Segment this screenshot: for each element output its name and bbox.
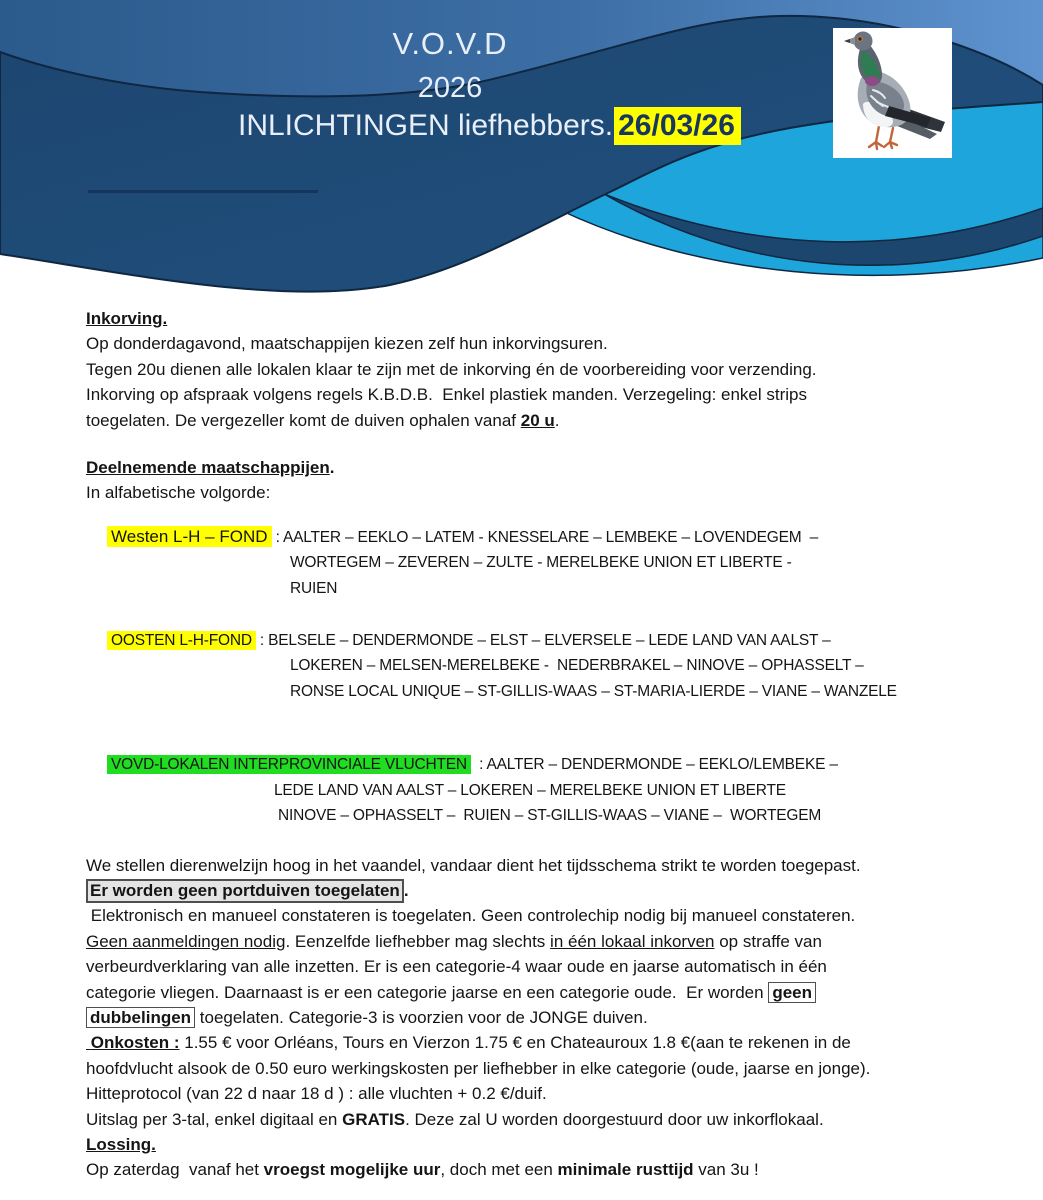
gratis-emphasis: GRATIS bbox=[342, 1109, 406, 1129]
subtitle-text: INLICHTINGEN liefhebbers. bbox=[238, 109, 614, 142]
pickup-time: 20 u bbox=[520, 410, 555, 430]
text-line bbox=[86, 1157, 970, 1182]
pigeon-illustration bbox=[833, 28, 952, 158]
text-segment: van 3u ! bbox=[693, 1160, 759, 1180]
document-body bbox=[86, 306, 970, 1183]
section-deelnemende-heading bbox=[86, 455, 970, 480]
text-segment: toegelaten. De vergezeller komt de duiven ophalen vanaf bbox=[86, 410, 521, 430]
text-line: Elektronisch en manueel constateren is toegelaten. Geen controlechip nodig bij manueel constateren. bbox=[86, 906, 856, 926]
text-segment: . bbox=[554, 410, 560, 430]
text-line bbox=[86, 980, 970, 1005]
section-lossing-heading bbox=[86, 1132, 970, 1157]
club-list: NINOVE – OPHASSELT – RUIEN – ST-GILLIS-WAAS – VIANE – WORTEGEM bbox=[278, 807, 822, 825]
club-list: LEDE LAND VAN AALST – LOKEREN – MERELBEKE UNION ET LIBERTE bbox=[274, 781, 786, 799]
club-list: RUIEN bbox=[290, 579, 338, 597]
pigeon-image bbox=[833, 28, 952, 158]
text-segment: . Eenzelfde liefhebber mag slechts bbox=[285, 931, 551, 951]
onkosten-heading: Onkosten : bbox=[86, 1033, 180, 1053]
text-line bbox=[86, 878, 970, 903]
text-line: Op donderdagavond, maatschappijen kiezen zelf hun inkorvingsuren. bbox=[86, 334, 608, 354]
text-segment: categorie vliegen. Daarnaast is er een categorie jaarse en een categorie oude. Er worden bbox=[86, 982, 769, 1002]
text-line: Inkorving op afspraak volgens regels K.B.D.B. Enkel plastiek manden. Verzegeling: enkel strips bbox=[86, 385, 807, 405]
club-group-oosten bbox=[86, 627, 970, 653]
highlight-yellow-label: Westen L-H – FOND bbox=[107, 526, 272, 547]
text-segment: toegelaten. Categorie-3 is voorzien voor de JONGE duiven. bbox=[195, 1007, 648, 1027]
deelnemende-heading: Deelnemende maatschappijen bbox=[86, 458, 330, 478]
club-group-westen bbox=[86, 524, 970, 550]
text-line bbox=[86, 929, 970, 954]
club-group-vovd bbox=[86, 751, 970, 777]
text-segment: . Deze zal U worden doorgestuurd door uw inkorflokaal. bbox=[405, 1109, 824, 1129]
bold-phrase: minimale rusttijd bbox=[557, 1160, 694, 1180]
text-line bbox=[86, 408, 970, 433]
org-title: V.O.V.D bbox=[392, 26, 508, 61]
text-line: We stellen dierenwelzijn hoog in het vaandel, vandaar dient het tijdsschema strikt te worden toegepast. bbox=[86, 855, 861, 875]
highlight-green-label: VOVD-LOKALEN INTERPROVINCIALE VLUCHTEN bbox=[107, 755, 471, 774]
boxed-word: dubbelingen bbox=[86, 1007, 195, 1028]
header bbox=[0, 0, 1043, 300]
boxed-word: geen bbox=[768, 982, 816, 1003]
text-line: Hitteprotocol (van 22 d naar 18 d ) : alle vluchten + 0.2 €/duif. bbox=[86, 1084, 547, 1104]
subtitle-line bbox=[238, 109, 741, 143]
date-highlight: 26/03/26 bbox=[614, 107, 741, 145]
lossing-heading: Lossing. bbox=[86, 1134, 156, 1154]
header-divider-line bbox=[88, 190, 318, 193]
inkorving-heading: Inkorving. bbox=[86, 309, 168, 328]
year-title: 2026 bbox=[417, 72, 483, 104]
text-line bbox=[86, 1107, 970, 1132]
club-list: : AALTER – EEKLO – LATEM - KNESSELARE – LEMBEKE – LOVENDEGEM – bbox=[271, 528, 819, 546]
club-list: : AALTER – DENDERMONDE – EEKLO/LEMBEKE – bbox=[470, 756, 838, 774]
text-segment: Op zaterdag vanaf het bbox=[86, 1160, 264, 1180]
club-list: WORTEGEM – ZEVEREN – ZULTE - MERELBEKE UNION ET LIBERTE - bbox=[290, 554, 792, 572]
section-inkorving-heading bbox=[86, 306, 970, 331]
text-line: hoofdvlucht alsook de 0.50 euro werkingskosten per liefhebber in elke categorie (oude, jaarse en jonge). bbox=[86, 1058, 871, 1078]
text-segment: op straffe van bbox=[714, 931, 822, 951]
text-line bbox=[86, 1005, 970, 1030]
section-onkosten bbox=[86, 1030, 970, 1055]
no-portduiven-notice: Er worden geen portduiven toegelaten bbox=[86, 879, 404, 903]
text-line: In alfabetische volgorde: bbox=[86, 483, 271, 503]
text-segment: 1.55 € voor Orléans, Tours en Vierzon 1.75 € en Chateauroux 1.8 €(aan te rekenen in de bbox=[179, 1033, 851, 1053]
bold-phrase: vroegst mogelijke uur bbox=[263, 1160, 441, 1180]
underlined-phrase: in één lokaal inkorven bbox=[550, 931, 715, 951]
text-segment: Uitslag per 3-tal, enkel digitaal en bbox=[86, 1109, 343, 1129]
club-list: LOKEREN – MELSEN-MERELBEKE - NEDERBRAKEL – NINOVE – OPHASSELT – bbox=[290, 657, 864, 675]
club-list: : BELSELE – DENDERMONDE – ELST – ELVERSELE – LEDE LAND VAN AALST – bbox=[255, 632, 831, 650]
underlined-phrase: Geen aanmeldingen nodig bbox=[86, 931, 286, 951]
highlight-yellow-label: OOSTEN L-H-FOND bbox=[107, 631, 256, 650]
text-line: Tegen 20u dienen alle lokalen klaar te zijn met de inkorving én de voorbereiding voor verzending. bbox=[86, 359, 817, 379]
text-segment: , doch met een bbox=[440, 1160, 558, 1180]
text-line: verbeurdverklaring van alle inzetten. Er is een categorie-4 waar oude en jaarse automatisch in één bbox=[86, 957, 827, 977]
text-segment: . bbox=[403, 880, 409, 900]
text-segment: . bbox=[329, 458, 335, 478]
club-list: RONSE LOCAL UNIQUE – ST-GILLIS-WAAS – ST-MARIA-LIERDE – VIANE – WANZELE bbox=[290, 682, 897, 700]
